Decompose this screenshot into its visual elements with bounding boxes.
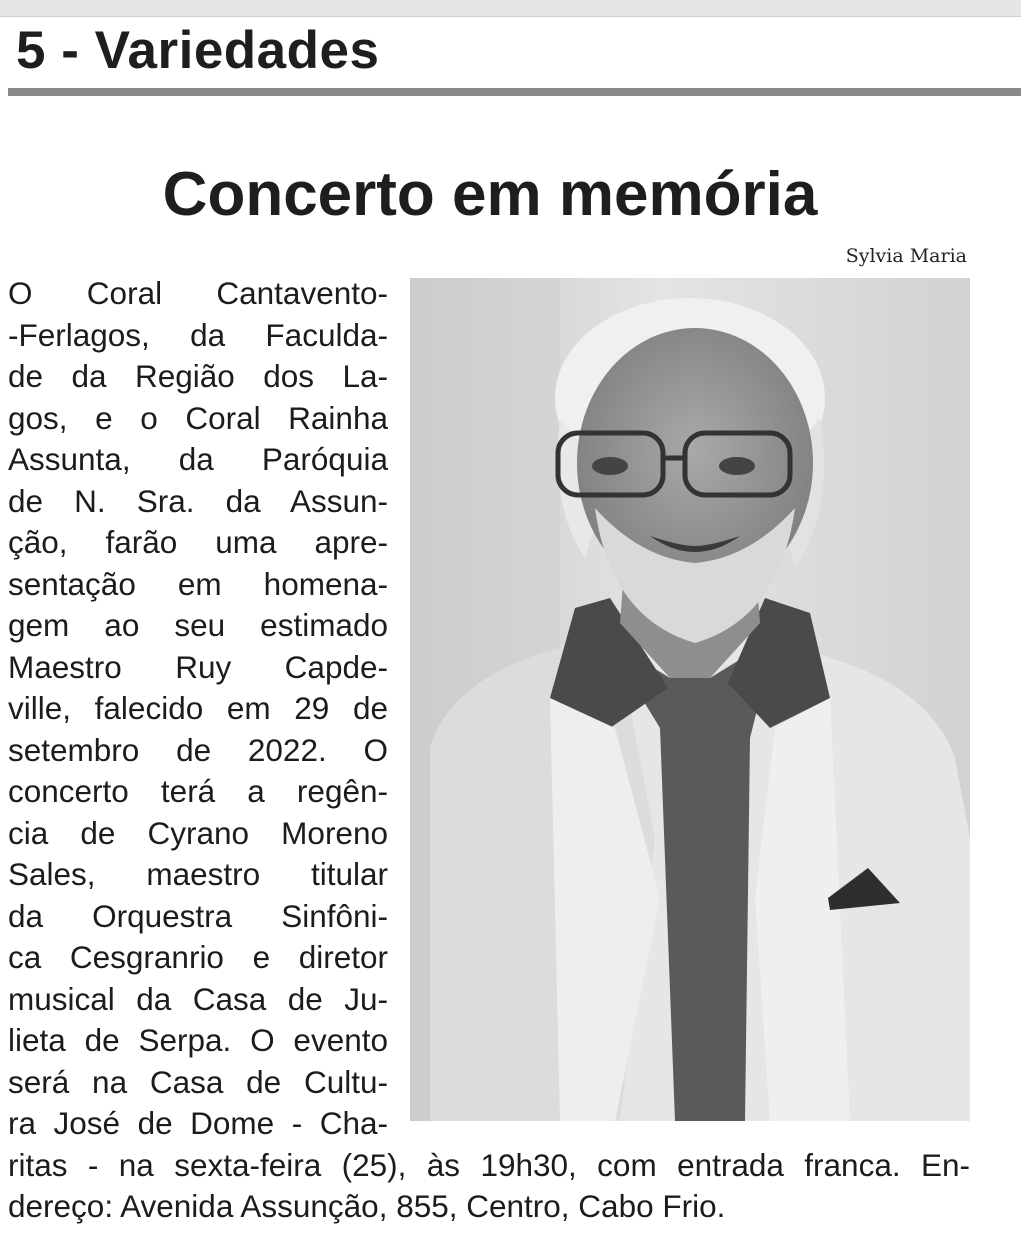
article-body-wide xyxy=(8,1186,970,1228)
body-line: ville, falecido em 29 de xyxy=(8,690,388,726)
body-line: concerto terá a regên- xyxy=(8,773,388,809)
body-line: setembro de 2022. O xyxy=(8,731,388,768)
body-line: musical da Casa de Ju- xyxy=(8,980,388,1017)
article-byline: Sylvia Maria xyxy=(845,245,967,267)
section-divider xyxy=(8,88,1021,96)
body-line: ritas - na sexta-feira (25), às 19h30, com entrada franca. En- xyxy=(8,1147,970,1183)
body-line: -Ferlagos, da Faculda- xyxy=(8,316,388,353)
top-edge-strip xyxy=(0,0,1021,17)
body-line: de N. Sra. da Assun- xyxy=(8,482,388,519)
body-line: ra José de Dome - Cha- xyxy=(8,1105,388,1141)
body-line: Assunta, da Paróquia xyxy=(8,441,388,477)
body-line: ca Cesgranrio e diretor xyxy=(8,939,388,975)
section-title: 5 - Variedades xyxy=(16,21,380,80)
body-line: sentação em homena- xyxy=(8,565,388,602)
article-body-wide xyxy=(8,1145,970,1187)
body-line: Sales, maestro titular xyxy=(8,856,388,892)
body-line: lieta de Serpa. O evento xyxy=(8,1022,388,1058)
body-line: Maestro Ruy Capde- xyxy=(8,648,388,685)
article-body-column xyxy=(8,273,388,1145)
maestro-portrait-photo xyxy=(410,278,970,1121)
body-line: será na Casa de Cultu- xyxy=(8,1063,388,1100)
body-line: gem ao seu estimado xyxy=(8,607,388,643)
body-line: ção, farão uma apre- xyxy=(8,524,388,560)
body-line: cia de Cyrano Moreno xyxy=(8,814,388,851)
body-line: dereço: Avenida Assunção, 855, Centro, Cabo Frio. xyxy=(8,1188,726,1224)
body-line: da Orquestra Sinfôni- xyxy=(8,897,388,934)
body-line: gos, e o Coral Rainha xyxy=(8,399,388,436)
article-headline: Concerto em memória xyxy=(162,160,818,229)
body-line: de da Região dos La- xyxy=(8,358,388,394)
body-line: O Coral Cantavento- xyxy=(8,275,388,311)
portrait-illustration xyxy=(410,278,970,1121)
